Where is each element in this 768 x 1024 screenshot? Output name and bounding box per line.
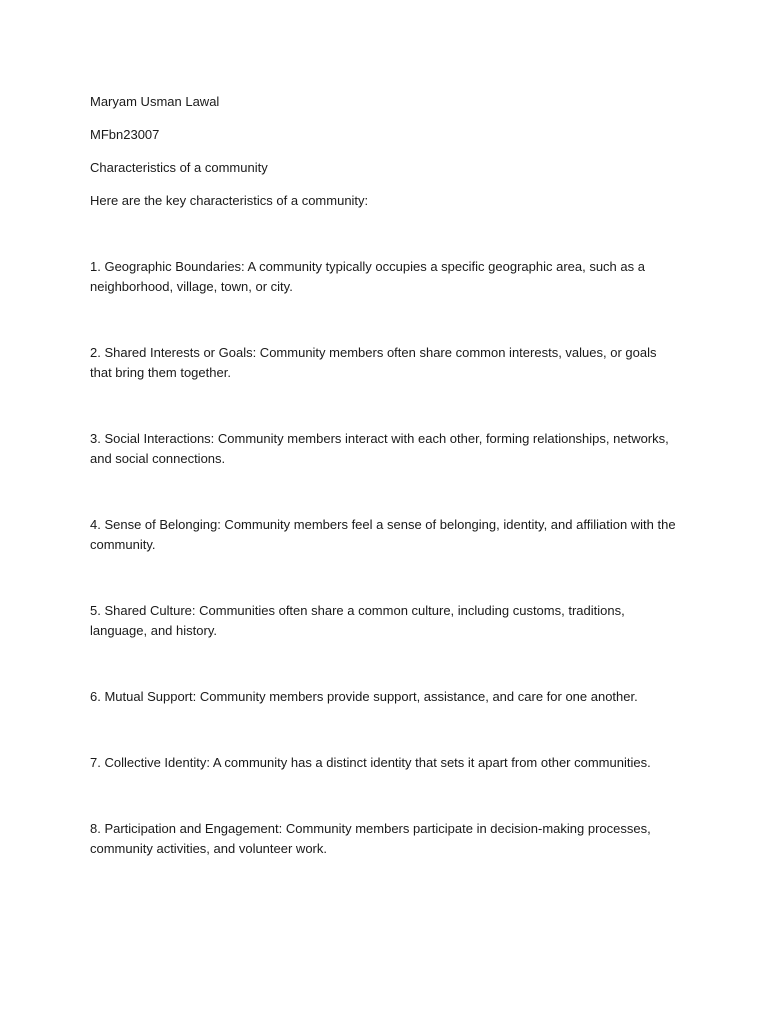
document-body xyxy=(90,92,680,905)
author-name: Maryam Usman Lawal xyxy=(90,94,220,109)
list-item: 2. Shared Interests or Goals: Community members often share common interests, values, or goals that bring them together. xyxy=(90,345,657,380)
intro-text: Here are the key characteristics of a community: xyxy=(90,193,369,208)
list-item: 7. Collective Identity: A community has a distinct identity that sets it apart from other communities. xyxy=(90,755,651,770)
document-title: Characteristics of a community xyxy=(90,160,268,175)
id-number: MFbn23007 xyxy=(90,127,160,142)
list-item: 6. Mutual Support: Community members provide support, assistance, and care for one another. xyxy=(90,689,638,704)
list-item: 3. Social Interactions: Community members interact with each other, forming relationships, networks, and social connections. xyxy=(90,431,669,466)
list-item: 5. Shared Culture: Communities often share a common culture, including customs, traditions, language, and history. xyxy=(90,603,625,638)
list-item: 8. Participation and Engagement: Community members participate in decision-making processes, community activities, and volunteer work. xyxy=(90,821,651,856)
list-item: 4. Sense of Belonging: Community members feel a sense of belonging, identity, and affiliation with the community. xyxy=(90,517,676,552)
list-item: 1. Geographic Boundaries: A community typically occupies a specific geographic area, such as a neighborhood, village, town, or city. xyxy=(90,259,645,294)
